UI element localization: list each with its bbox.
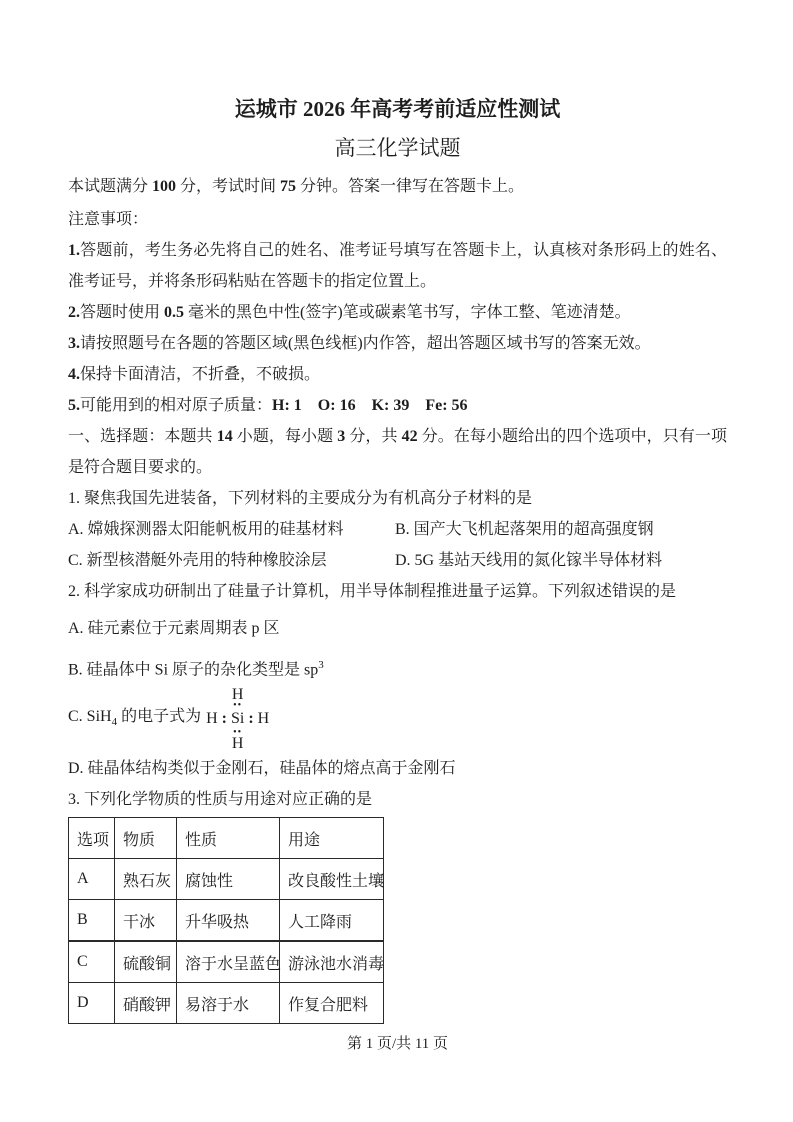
q3-table — [68, 817, 384, 1024]
table-cell: B — [69, 900, 115, 942]
section-text: 分。在每小题给出的四个选项中，只有一项是符合题目要求的。 — [68, 428, 727, 476]
intro-text: 本试题满分 — [68, 178, 153, 195]
option-text: C. SiH — [68, 707, 112, 725]
table-header-cell: 性质 — [177, 818, 280, 859]
section-1-heading — [68, 421, 727, 483]
notice-item-text: 保持卡面清洁，不折叠，不破损。 — [80, 366, 321, 383]
notice-item-3 — [68, 328, 727, 359]
q2-option-d: D. 硅晶体结构类似于金刚石，硅晶体的熔点高于金刚石 — [68, 760, 456, 778]
table-cell: 溶于水呈蓝色 — [177, 941, 280, 983]
notice-item-number: 3. — [68, 335, 80, 352]
question-2-stem: 2. 科学家成功研制出了硅量子计算机，用半导体制程推进量子运算。下列叙述错误的是 — [68, 583, 677, 600]
table-cell: 干冰 — [115, 900, 177, 942]
table-header-cell: 用途 — [280, 818, 384, 859]
page-number: 第 1 页/共 11 页 — [346, 1036, 449, 1053]
option-c-text — [68, 701, 201, 738]
subscript-4: 4 — [111, 715, 118, 728]
total-score-value: 100 — [152, 178, 177, 195]
table-cell: C — [69, 941, 115, 983]
notice-item-1 — [68, 235, 727, 297]
notice-item-number: 4. — [68, 366, 80, 383]
table-header-cell: 选项 — [69, 818, 115, 859]
table-row — [69, 859, 384, 900]
lewis-si: Si — [230, 710, 245, 728]
notice-item-text: 答题前，考生务必先将自己的姓名、准考证号填写在答题卡上，认真核对条形码上的姓名、准考证号，并将条形码粘贴在答题卡的指定位置上。 — [68, 242, 727, 290]
lewis-right-h: H — [257, 710, 270, 728]
question-3-stem: 3. 下列化学物质的性质与用途对应正确的是 — [68, 791, 373, 809]
bond-colon: : — [221, 710, 227, 728]
table-cell: 升华吸热 — [177, 900, 280, 942]
question-1-stem: 1. 聚焦我国先进装备，下列材料的主要成分为有机高分子材料的是 — [68, 490, 533, 507]
table-cell: A — [69, 859, 115, 900]
table-row — [69, 983, 384, 1024]
notice-item-bold: 0.5 — [164, 304, 185, 321]
notice-item-4 — [68, 359, 727, 390]
notice-item-text: 答题时使用 — [80, 304, 165, 321]
table-header-cell: 物质 — [115, 818, 177, 859]
table-cell: 游泳池水消毒 — [280, 941, 384, 983]
points-each: 3 — [337, 428, 346, 445]
intro-line — [68, 171, 727, 202]
notice-item-text: 可能用到的相对原子质量： — [80, 397, 273, 414]
intro-text: 分钟。答案一律写在答题卡上。 — [296, 178, 525, 195]
option-text: 的电子式为 — [117, 707, 202, 725]
atomic-masses: H: 1 O: 16 K: 39 Fe: 56 — [272, 397, 468, 414]
table-cell: 腐蚀性 — [177, 859, 280, 900]
bond-colon: : — [248, 710, 254, 728]
superscript-3: 3 — [318, 659, 324, 671]
table-header-row — [69, 818, 384, 859]
section-text: 一、选择题：本题共 — [68, 428, 217, 445]
lewis-bottom-h: H — [231, 735, 244, 753]
q2-option-b — [68, 650, 727, 685]
section-text: 分，共 — [345, 428, 402, 445]
table-cell: 人工降雨 — [280, 900, 384, 942]
table-cell: 熟石灰 — [115, 859, 177, 900]
option-text: B. 硅晶体中 Si 原子的杂化类型是 sp — [68, 661, 319, 679]
notice-item-text: 毫米的黑色中性(签字)笔或碳素笔书写，字体工整、笔迹清楚。 — [184, 304, 631, 321]
lewis-top-h: H — [231, 686, 244, 704]
points-total: 42 — [401, 428, 418, 445]
lewis-middle-row — [206, 709, 269, 729]
table-row — [69, 900, 384, 942]
question-count: 14 — [216, 428, 233, 445]
table-cell: 易溶于水 — [177, 983, 280, 1024]
question-1-options — [68, 514, 727, 576]
q2-option-c — [68, 687, 727, 751]
lewis-structure — [206, 687, 269, 751]
q2-option-a: A. 硅元素位于元素周期表 p 区 — [68, 620, 280, 637]
notice-item-2 — [68, 297, 727, 328]
notice-item-5 — [68, 390, 727, 421]
table-cell: D — [69, 983, 115, 1024]
notice-item-number: 5. — [68, 397, 80, 414]
exam-duration-value: 75 — [280, 178, 297, 195]
q1-option-d: D. 5G 基站天线用的氮化镓半导体材料 — [395, 552, 663, 569]
notice-item-number: 2. — [68, 304, 80, 321]
exam-subtitle: 高三化学试题 — [334, 136, 461, 160]
notice-item-text: 请按照题号在各题的答题区域(黑色线框)内作答，超出答题区域书写的答案无效。 — [80, 335, 651, 352]
table-cell: 改良酸性土壤 — [280, 859, 384, 900]
table-cell: 硝酸钾 — [115, 983, 177, 1024]
notice-heading: 注意事项： — [68, 211, 149, 228]
q1-option-b: B. 国产大飞机起落架用的超高强度钢 — [395, 521, 654, 538]
exam-title: 运城市 2026 年高考考前适应性测试 — [234, 97, 561, 121]
q1-option-c: C. 新型核潜艇外壳用的特种橡胶涂层 — [68, 552, 327, 569]
section-text: 小题，每小题 — [232, 428, 338, 445]
table-cell: 硫酸铜 — [115, 941, 177, 983]
lewis-left-h: H — [206, 710, 218, 728]
lewis-dots-bottom: •• — [233, 727, 243, 739]
notice-item-number: 1. — [68, 242, 80, 259]
q1-option-a: A. 嫦娥探测器太阳能帆板用的硅基材料 — [68, 521, 344, 538]
table-cell: 作复合肥料 — [280, 983, 384, 1024]
intro-text: 分，考试时间 — [176, 178, 281, 195]
table-row — [69, 941, 384, 983]
lewis-dots-top: •• — [233, 700, 243, 712]
